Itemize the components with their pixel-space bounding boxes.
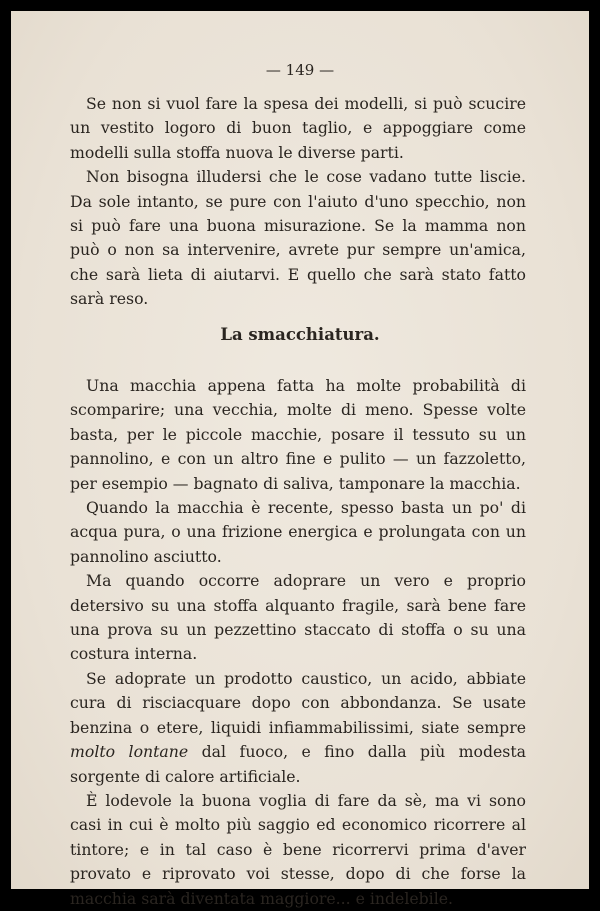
- text-block-top: [70, 92, 526, 312]
- text-block-bottom: [70, 374, 526, 911]
- paragraph-illudersi: Non bisogna illudersi che le cose vadano tutte liscie. Da sole intanto, se pure con l'aiuto d'uno specchio, non si può fare una buona misurazione. Se la mamma non può o non sa intervenire, avrete pur sempre un'amica, che sarà lieta di aiutarvi. E quello che sarà stato fatto sarà reso.: [70, 167, 526, 309]
- caustico-text-before: Se adoprate un prodotto caustico, un acido, abbiate cura di risciacquare dopo con abbondanza. Se usate benzina o etere, liquidi infiammabilissimi, siate sempre: [70, 668, 526, 737]
- book-page: [11, 11, 589, 908]
- paragraph-tintore: È lodevole la buona voglia di fare da sè, ma vi sono casi in cui è molto più saggio ed economico ricorrere al tintore; e in tal caso è bene ricorrervi prima d'aver provato e riprovato voi stesse, dopo di che forse la macchia sarà diventata maggiore... e indelebile.: [70, 790, 526, 908]
- paragraph-macchia-recente: Quando la macchia è recente, spesso basta un po' di acqua pura, o una frizione energica e prolungata con un pannolino asciutto.: [70, 498, 526, 566]
- page-number: — 149 —: [265, 61, 335, 79]
- caustico-emphasis: molto lontane: [70, 742, 189, 762]
- caustico-text-after: dal fuoco, e fino dalla più modesta sorgente di calore artificiale.: [70, 742, 527, 786]
- paragraph-macchia-fatta: Una macchia appena fatta ha molte probabilità di scomparire; una vecchia, molte di meno. Spesse volte basta, per le piccole macchie, posare il tessuto su un pannolino, e con un altro fine e pulito — un fazzoletto, per esempio — bagnato di saliva, tamponare la macchia.: [70, 376, 526, 493]
- section-heading: La smacchiatura.: [220, 325, 380, 344]
- paragraph-caustico: [70, 667, 526, 789]
- paragraph-modelli: Se non si vuol fare la spesa dei modelli, si può scucire un vestito logoro di buon taglio, e appoggiare come modelli sulla stoffa nuova le diverse parti.: [70, 94, 526, 162]
- paragraph-detersivo: Ma quando occorre adoprare un vero e proprio detersivo su una stoffa alquanto fragile, sarà bene fare una prova su un pezzettino staccato di stoffa o su una costura interna.: [70, 571, 526, 664]
